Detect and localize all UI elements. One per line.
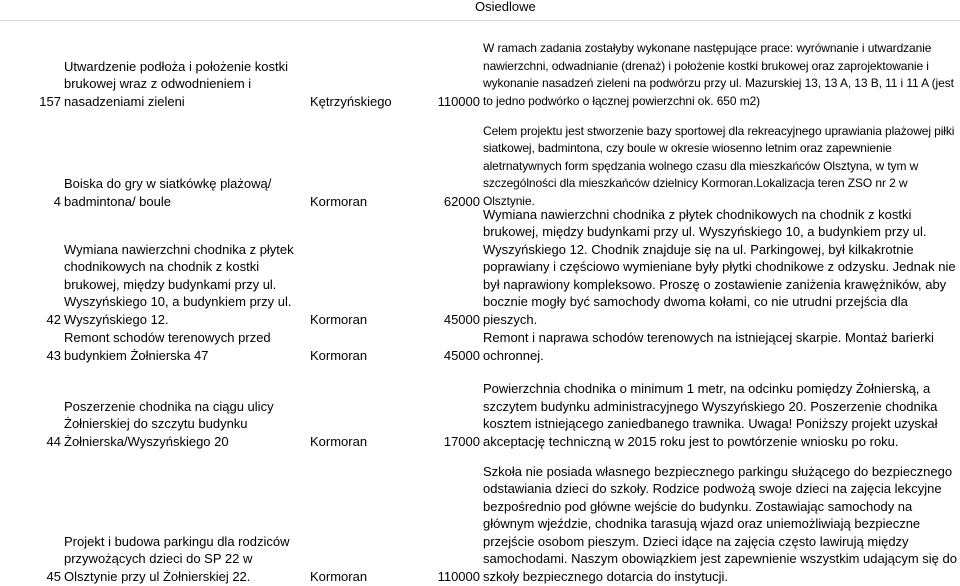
row-number: 42 [46, 311, 61, 327]
amount: 110000 [437, 93, 480, 109]
project-title: Poszerzenie chodnika na ciągu ulicy Żołnierskiej do szczytu budynku Żołnierska/Wyszyńskiego 20 [64, 398, 274, 449]
amount: 45000 [443, 311, 480, 327]
project-description: W ramach zadania zostałyby wykonane następujące prace: wyrównanie i utwardzanie nawierzchni, odwadnianie (drenaż) i położenie kostki brukowej oraz zaprojektowanie i wykonanie nasadzeń zieleni na podwórzu przy ul. Mazurskiej 13, 13 A, 13 B, 11 i 11 A (jest to jedno podwórko o łącznej powierzchni ok. 650 m2) [483, 41, 954, 108]
table-row [0, 461, 960, 585]
table-row [0, 40, 960, 110]
project-title: Utwardzenie podłoża i położenie kostki brukowej wraz z odwodnieniem i nasadzeniami zieleni [64, 58, 289, 109]
amount: 62000 [443, 193, 480, 209]
project-title: Wymiana nawierzchni chodnika z płytek chodnikowych na chodnik z kostki brukowej, między budynkami przy ul. Wyszyńskiego 10, a budynkiem przy ul. Wyszyńskiego 12. [64, 241, 294, 327]
amount: 110000 [437, 568, 480, 584]
sheet-title: Osiedlowe [475, 0, 536, 14]
row-number: 44 [46, 433, 61, 449]
amount: 17000 [443, 433, 480, 449]
row-number: 157 [39, 93, 61, 109]
district: Kormoran [310, 311, 368, 327]
header-divider [0, 20, 960, 21]
district: Kętrzyńskiego [310, 93, 392, 109]
project-title: Remont schodów terenowych przed budynkiem Żołnierska 47 [64, 330, 271, 363]
project-description: Wymiana nawierzchni chodnika z płytek chodnikowych na chodnik z kostki brukowej, między budynkami przy ul. Wyszyńskiego 10, a budynkiem przy ul. Wyszyńskiego 12. Chodnik znajduje się na ul. Parkingowej, był kilkakrotnie poprawiany i częściowo wymieniane były płytki chodnikowe z odzysku. Jednak nie był naprawiony kompleksowo. Proszę o zostawienie zaniżenia krawężników, aby bocznie mogły być samochody dwoma kołami, co nie utrudni przejścia dla pieszych. [483, 206, 956, 327]
project-title: Projekt i budowa parkingu dla rodziców przywożących dzieci do SP 22 w Olsztynie przy ul Żołnierskiej 22. [64, 533, 290, 584]
table-row [0, 366, 960, 450]
amount: 45000 [443, 347, 480, 363]
row-number: 43 [46, 347, 61, 363]
project-description: Remont i naprawa schodów terenowych na istniejącej skarpie. Montaż barierki ochronnej. [483, 330, 934, 363]
project-description: Celem projektu jest stworzenie bazy sportowej dla rekreacyjnego uprawiania plażowej piłki siatkowej, badmintona, czy boule w okresie wiosenno letnim oraz zapewnienie aletrnatywnych form spędzania wolnego czasu dla mieszkańców Olsztyna, w tym w szczególności dla mieszkańców dzielnicy Kormoran.Lokalizacja teren ZSO nr 2 w Olsztynie. [483, 123, 955, 208]
project-description: Powierzchnia chodnika o minimum 1 metr, na odcinku pomiędzy Żołnierską, a szczytem budynku administracyjnego Wyszyńskiego 20. Poszerzenie chodnika kosztem istniejącego zaniedbanego trawnika. Uwaga! Poniższy projekt uzyskał akceptację techniczną w 2015 roku jest to powtórzenie wniosku po roku. [483, 381, 938, 449]
project-title: Boiska do gry w siatkówkę plażową/ badmintona/ boule [64, 176, 272, 209]
district: Kormoran [310, 433, 368, 449]
project-description: Szkoła nie posiada własnego bezpiecznego parkingu służącego do bezpiecznego odstawiania dzieci do szkoły. Rodzice podwożą swoje dzieci na zajęcia lekcyjne bezpośrednio pod główne wejście do budynku. Zostawiając samochody na głównym wjeździe, chodnika tarasują wjazd oraz uniemożliwiają bezpieczne przejście osobom pieszym. Dzieci idące na zajęcia często lawirują między samochodami. Naszym obowiązkiem jest zapewnienie wszystkim udającym się do szkoły bezpiecznego dotarcia do instytucji. [483, 463, 957, 584]
district: Kormoran [310, 347, 368, 363]
district: Kormoran [310, 193, 368, 209]
table-row [0, 206, 960, 328]
district: Kormoran [310, 568, 368, 584]
table-row [0, 121, 960, 210]
row-number: 45 [46, 568, 61, 584]
table-row [0, 329, 960, 364]
row-number: 4 [53, 193, 61, 209]
